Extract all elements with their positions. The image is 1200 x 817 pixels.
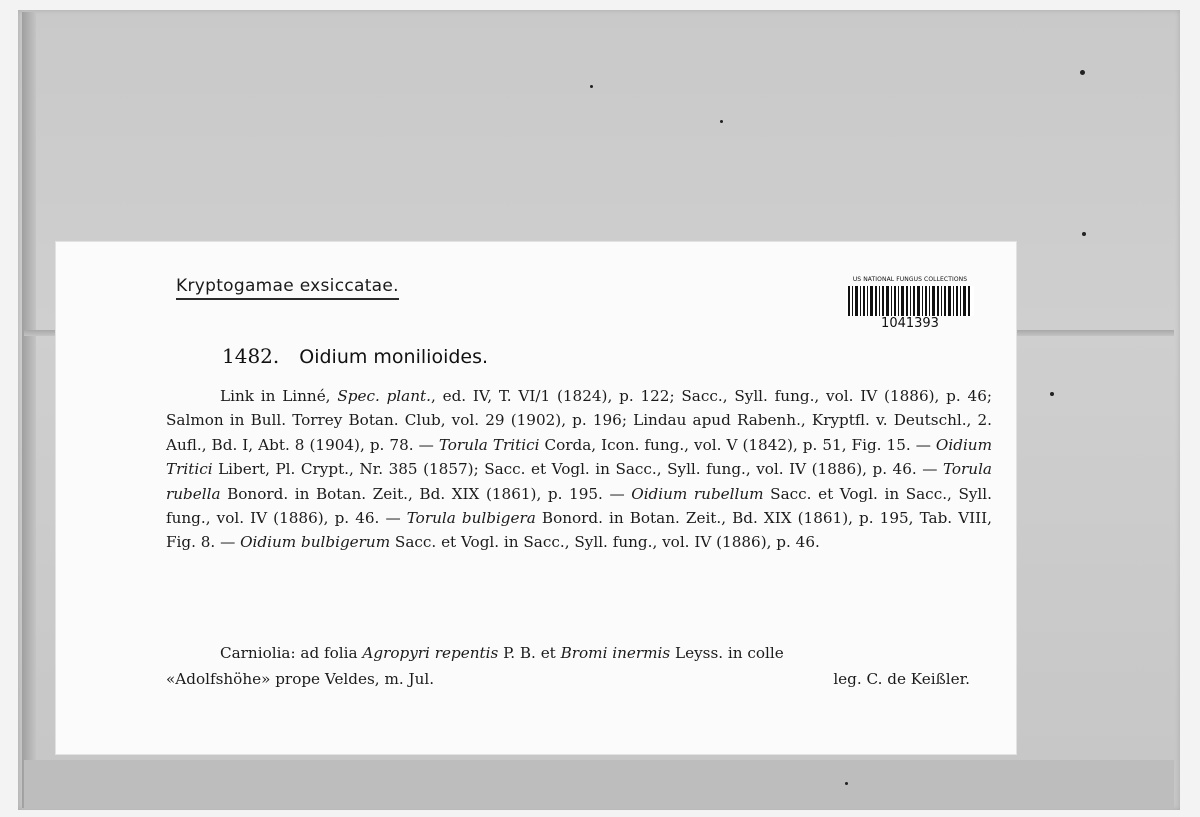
packet-speck <box>590 85 593 88</box>
synonym-name: Torula rubella <box>166 460 992 503</box>
locality-place: «Adolfshöhe» prope Veldes, m. Jul. <box>166 670 435 688</box>
locality-part: Leyss. in colle <box>670 644 784 662</box>
synonym-name: Oidium bulbigerum <box>240 533 391 552</box>
locality-paragraph <box>166 640 992 666</box>
locality-text <box>166 640 992 692</box>
citation-part: Bonord. in Botan. Zeit., Bd. XIX (1861), p. 195, Tab. VIII, Fig. 8. — <box>166 509 993 552</box>
barcode <box>846 286 974 316</box>
host-name: Bromi inermis <box>560 644 671 662</box>
synonym-name: Torula bulbigera <box>406 509 536 528</box>
synonym-name: Oidium Tritici <box>166 435 992 479</box>
packet-speck <box>720 120 723 123</box>
species-heading <box>222 344 488 368</box>
specimen-label <box>56 242 1016 754</box>
synonym-name: Torula Tritici <box>438 435 540 454</box>
barcode-number: 1041393 <box>881 316 939 331</box>
locality-last-line <box>166 666 992 692</box>
citation-part: Sacc. et Vogl. in Sacc., Syll. fung., vol. IV (1886), p. 46. <box>390 533 820 552</box>
species-name: Oidium monilioides. <box>299 346 489 368</box>
citation-part: , ed. IV, T. VI/1 (1824), p. 122; Sacc., Syll. fung., vol. IV (1886), p. 46; Salmon in Bull. Torrey Botan. Club, vol. 29 (1902), p. 196; Lindau apud Rabenh., Kryptfl. v. Deutschl., 2. Aufl., Bd. I, Abt. 8 (1904), p. 78. — <box>166 387 992 454</box>
barcode-block <box>842 276 978 340</box>
packet-speck <box>1050 392 1054 396</box>
series-title: Kryptogamae exsiccatae. <box>176 276 399 300</box>
collector: leg. C. de Keißler. <box>833 670 970 688</box>
locality-part: P. B. et <box>498 644 561 662</box>
packet-bottom-flap <box>24 760 1174 808</box>
host-name: Agropyri repentis <box>362 644 499 662</box>
packet-left-edge <box>22 12 36 808</box>
synonym-name: Oidium rubellum <box>631 484 764 503</box>
packet-speck <box>1080 70 1085 75</box>
citation-part: Bonord. in Botan. Zeit., Bd. XIX (1861), p. 195. — <box>220 484 632 503</box>
citation-part: Corda, Icon. fung., vol. V (1842), p. 51, Fig. 15. — <box>539 435 936 454</box>
citation-italic: Spec. plant. <box>337 387 431 405</box>
packet-speck <box>1082 232 1086 236</box>
locality-part: Carniolia: ad folia <box>220 644 363 662</box>
citation-part: Sacc. et Vogl. in Sacc., Syll. fung., vol. IV (1886), p. 46. — <box>166 484 992 528</box>
citation-paragraph <box>166 384 992 555</box>
packet-speck <box>845 782 848 785</box>
exsiccata-number: 1482. <box>222 344 280 368</box>
citation-part: Link in Linné, <box>220 387 338 405</box>
citation-part: Libert, Pl. Crypt., Nr. 385 (1857); Sacc. et Vogl. in Sacc., Syll. fung., vol. IV (1886), p. 46. — <box>212 460 943 479</box>
barcode-institution: US NATIONAL FUNGUS COLLECTIONS <box>852 276 968 283</box>
citation-text <box>166 384 992 555</box>
